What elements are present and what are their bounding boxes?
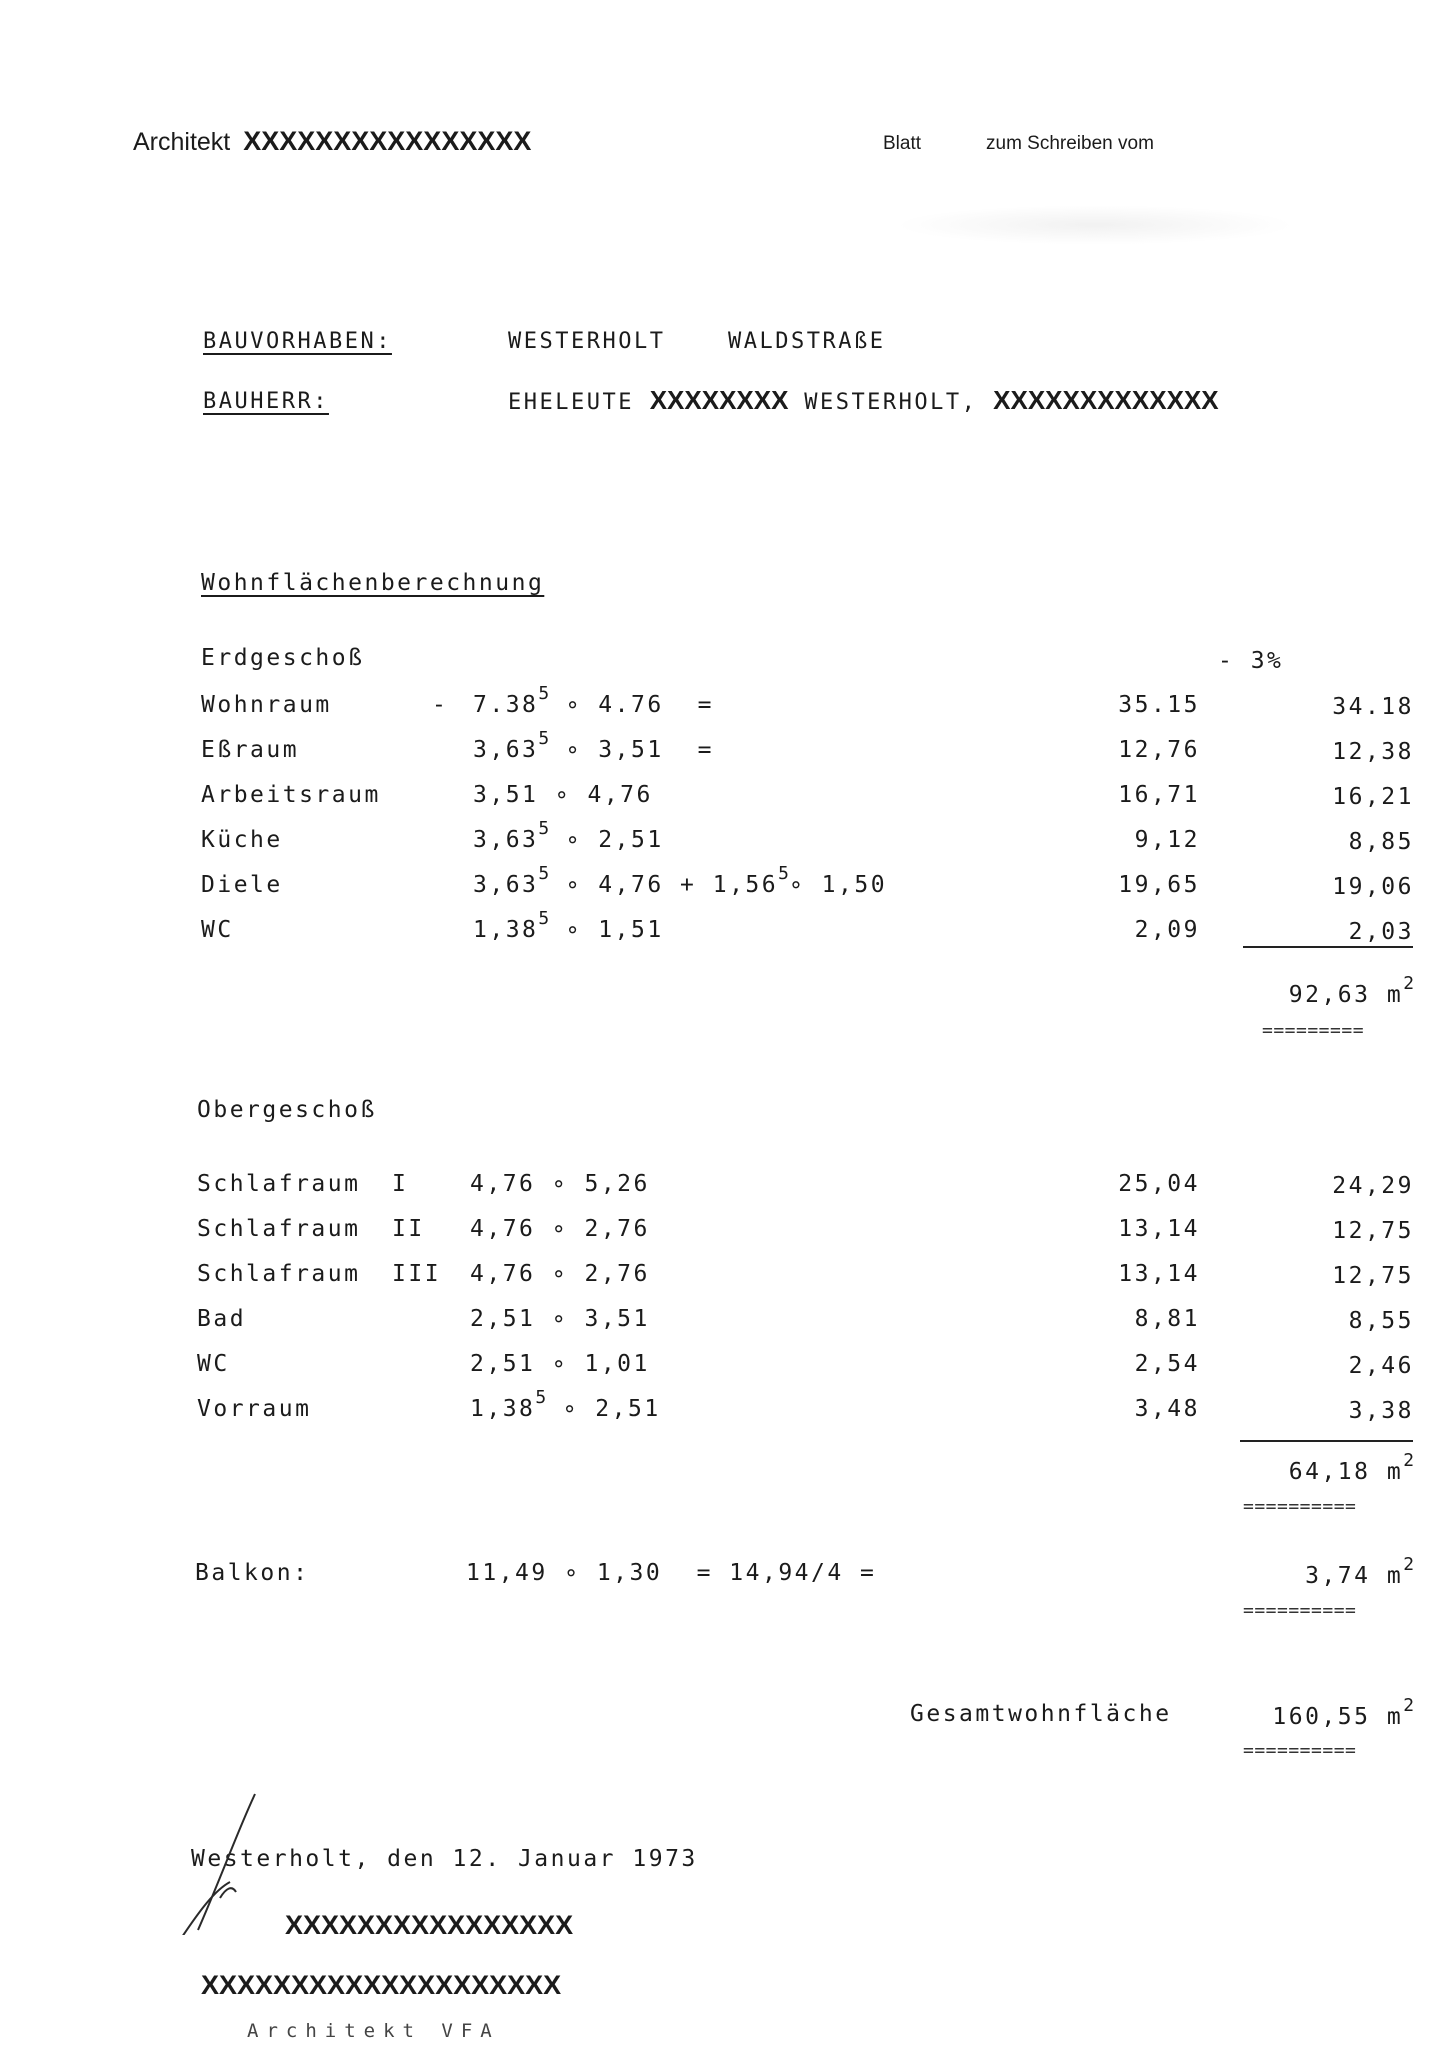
ground-floor-total-value: 92,63 — [1288, 982, 1371, 1008]
handwritten-signature — [180, 1790, 270, 1935]
room-name: Diele — [201, 872, 283, 898]
ground-floor-sum-rule — [1243, 946, 1413, 948]
reduction-label: - 3% — [1218, 648, 1284, 674]
room-name: Schlafraum — [197, 1261, 361, 1287]
page-title: Wohnflächenberechnung — [201, 570, 545, 596]
dimension-factor-2: 3,51 — [598, 737, 664, 763]
reduced-area-value: 8,55 — [1348, 1308, 1414, 1334]
client-name-redacted: XXXXXXXX — [649, 385, 789, 415]
client-line — [508, 385, 1219, 416]
ground-floor-double-rule: ========= — [1262, 1020, 1365, 1041]
dimension-factor-2: 2,51 — [598, 827, 664, 853]
upper-floor-total — [1288, 1449, 1414, 1485]
reduced-area-value: 3,38 — [1348, 1398, 1414, 1424]
grand-total-double-rule: ========== — [1243, 1740, 1357, 1761]
grand-total-unit: m — [1386, 1704, 1404, 1730]
area-value: 2,09 — [1134, 917, 1200, 943]
dimension-factor-1-exponent: 5 — [538, 907, 550, 929]
reduced-area-value: 16,21 — [1332, 784, 1414, 810]
dimension-factor-2: 2,76 — [584, 1216, 650, 1242]
reduced-area-value: 8,85 — [1348, 829, 1414, 855]
dimension-factor-2: 3,51 — [584, 1306, 650, 1332]
area-value: 12,76 — [1118, 737, 1200, 763]
upper-floor-total-unit: m — [1386, 1459, 1404, 1485]
dimension-factor-1: 3,63 — [473, 872, 539, 898]
multiply-symbol: ∘ — [565, 917, 582, 943]
balcony-total-unit-exponent: 2 — [1403, 1553, 1414, 1575]
room-number: I — [392, 1171, 409, 1197]
room-name: Schlafraum — [197, 1171, 361, 1197]
dimension-equals: = — [697, 692, 715, 718]
dimension-factor-2: 1,01 — [584, 1351, 650, 1377]
dimension-factor-2: 4.76 — [598, 692, 664, 718]
dimension-factor-1: 1,38 — [473, 917, 539, 943]
multiply-symbol: ∘ — [554, 782, 572, 808]
client-address-redacted: XXXXXXXXXXXXX — [993, 385, 1219, 415]
reduced-area-value: 24,29 — [1332, 1173, 1414, 1199]
grand-total — [1272, 1694, 1414, 1730]
area-value: 8,81 — [1134, 1306, 1200, 1332]
reduced-area-value: 12,75 — [1332, 1263, 1414, 1289]
upper-floor-sum-rule — [1240, 1440, 1413, 1442]
dimension-calculation — [473, 682, 715, 718]
multiply-symbol: ∘ — [551, 1216, 569, 1242]
multiply-symbol: ∘ — [551, 1351, 569, 1377]
dimension-factor-1: 4,76 — [470, 1261, 536, 1287]
sheet-label: Blatt — [883, 133, 922, 154]
room-name: Küche — [201, 827, 283, 853]
dimension-calculation — [470, 1306, 650, 1332]
grand-total-unit-exponent: 2 — [1403, 1694, 1414, 1716]
dimension-factor-1: 7.38 — [473, 692, 539, 718]
letter-reference-label: zum Schreiben vom — [986, 133, 1154, 154]
dimension-factor-1: 2,51 — [470, 1351, 536, 1377]
ground-floor-total-unit: m — [1386, 982, 1404, 1008]
multiply-symbol: ∘ — [562, 1396, 579, 1422]
reduced-area-value: 12,75 — [1332, 1218, 1414, 1244]
reduced-area-value: 2,03 — [1348, 919, 1414, 945]
area-value: 35.15 — [1118, 692, 1200, 718]
area-value: 13,14 — [1118, 1216, 1200, 1242]
client-city: WESTERHOLT, — [804, 390, 978, 415]
dimension-factor-1: 3,63 — [473, 827, 539, 853]
ground-floor-total-unit-exponent: 2 — [1403, 972, 1414, 994]
dimension-factor-1-exponent: 5 — [538, 817, 550, 839]
dimension-factor-2: 4,76 — [587, 782, 653, 808]
reduced-area-value: 2,46 — [1348, 1353, 1414, 1379]
dimension-calculation — [470, 1216, 650, 1242]
dimension-calculation — [470, 1351, 650, 1377]
room-name: Arbeitsraum — [201, 782, 381, 808]
dimension-calculation — [470, 1386, 661, 1422]
dash-mark: - — [432, 692, 449, 718]
dimension-calculation — [473, 782, 653, 808]
dimension-equals: = — [697, 737, 715, 763]
area-value: 2,54 — [1134, 1351, 1200, 1377]
upper-floor-heading: Obergeschoß — [197, 1097, 377, 1123]
multiply-symbol: ∘ — [551, 1306, 569, 1332]
area-value: 19,65 — [1118, 872, 1200, 898]
balcony-total-unit: m — [1386, 1563, 1404, 1589]
balcony-factor-1: 11,49 — [466, 1560, 548, 1586]
dimension-factor-1-exponent: 5 — [535, 1386, 547, 1408]
reduced-area-value: 19,06 — [1332, 874, 1414, 900]
faded-stamp — [895, 205, 1295, 245]
room-name: WC — [197, 1351, 230, 1377]
multiply-symbol: ∘ — [565, 692, 582, 718]
signer-title: Architekt VFA — [247, 2020, 500, 2042]
ground-floor-heading: Erdgeschoß — [201, 645, 365, 671]
area-value: 25,04 — [1118, 1171, 1200, 1197]
room-number: III — [392, 1261, 442, 1287]
client-prefix: EHELEUTE — [508, 390, 634, 415]
client-label: BAUHERR: — [203, 389, 329, 414]
room-name: WC — [201, 917, 234, 943]
reduced-area-value: 12,38 — [1332, 739, 1414, 765]
multiply-symbol: ∘ — [565, 872, 582, 898]
dimension-calculation — [473, 862, 888, 898]
dimension-calculation — [470, 1171, 650, 1197]
grand-total-label: Gesamtwohnfläche — [910, 1701, 1172, 1727]
reduced-area-value: 34.18 — [1332, 694, 1414, 720]
room-number: II — [392, 1216, 425, 1242]
project-label: BAUVORHABEN: — [203, 329, 392, 354]
area-value: 3,48 — [1134, 1396, 1200, 1422]
dimension-factor-1-exponent: 5 — [538, 862, 550, 884]
dimension-factor-1: 3,51 — [473, 782, 539, 808]
dimension-factor-1: 3,63 — [473, 737, 539, 763]
dimension-factor-2: 4,76 — [598, 872, 664, 898]
upper-floor-total-unit-exponent: 2 — [1403, 1449, 1414, 1471]
dimension-additional-factor-2: 1,50 — [821, 872, 888, 898]
dimension-calculation — [473, 907, 664, 943]
project-street: WALDSTRAßE — [728, 329, 886, 354]
room-name: Bad — [197, 1306, 247, 1332]
multiply-symbol: ∘ — [551, 1171, 569, 1197]
dimension-calculation — [470, 1261, 650, 1287]
area-value: 9,12 — [1134, 827, 1200, 853]
balcony-total — [1305, 1553, 1414, 1589]
dimension-factor-1-exponent: 5 — [538, 682, 550, 704]
dimension-factor-2: 1,51 — [598, 917, 664, 943]
room-name: Schlafraum — [197, 1216, 361, 1242]
balcony-factor-2: 1,30 — [596, 1560, 663, 1586]
upper-floor-total-value: 64,18 — [1288, 1459, 1371, 1485]
letterhead-architect — [133, 126, 531, 157]
balcony-double-rule: ========== — [1243, 1600, 1357, 1621]
area-value: 16,71 — [1118, 782, 1200, 808]
balcony-result-expression: = 14,94/4 = — [696, 1560, 877, 1586]
multiply-symbol: ∘ — [788, 872, 806, 898]
signer-line-2-redacted: XXXXXXXXXXXXXXXXXXXX — [201, 1970, 562, 2000]
dimension-factor-1: 1,38 — [470, 1396, 536, 1422]
multiply-symbol: ∘ — [564, 1560, 581, 1586]
balcony-calculation — [466, 1560, 876, 1586]
dimension-factor-1: 2,51 — [470, 1306, 536, 1332]
area-value: 13,14 — [1118, 1261, 1200, 1287]
signer-line-1-redacted: XXXXXXXXXXXXXXXX — [285, 1910, 574, 1940]
ground-floor-total — [1288, 972, 1414, 1008]
dimension-factor-2: 2,76 — [584, 1261, 650, 1287]
upper-floor-double-rule: ========== — [1243, 1496, 1357, 1517]
balcony-label: Balkon: — [195, 1560, 310, 1586]
multiply-symbol: ∘ — [565, 737, 582, 763]
grand-total-value: 160,55 — [1272, 1704, 1371, 1730]
dimension-factor-1: 4,76 — [470, 1216, 536, 1242]
room-name: Wohnraum — [201, 692, 332, 718]
dimension-factor-2: 2,51 — [595, 1396, 661, 1422]
place-and-date: Westerholt, den 12. Januar 1973 — [191, 1846, 698, 1872]
dimension-calculation — [473, 727, 715, 763]
dimension-factor-2: 5,26 — [584, 1171, 650, 1197]
multiply-symbol: ∘ — [551, 1261, 569, 1287]
room-name: Eßraum — [201, 737, 300, 763]
multiply-symbol: ∘ — [565, 827, 582, 853]
project-location: WESTERHOLT — [508, 329, 666, 354]
dimension-additional-factor: + 1,56 — [680, 872, 779, 898]
dimension-calculation — [473, 817, 664, 853]
room-name: Vorraum — [197, 1396, 312, 1422]
balcony-total-value: 3,74 — [1305, 1563, 1371, 1589]
dimension-additional-factor-exponent: 5 — [778, 862, 789, 884]
dimension-factor-1-exponent: 5 — [538, 727, 550, 749]
dimension-factor-1: 4,76 — [470, 1171, 536, 1197]
architect-name-redacted: XXXXXXXXXXXXXXXX — [243, 126, 532, 156]
architect-label: Architekt — [133, 128, 231, 156]
